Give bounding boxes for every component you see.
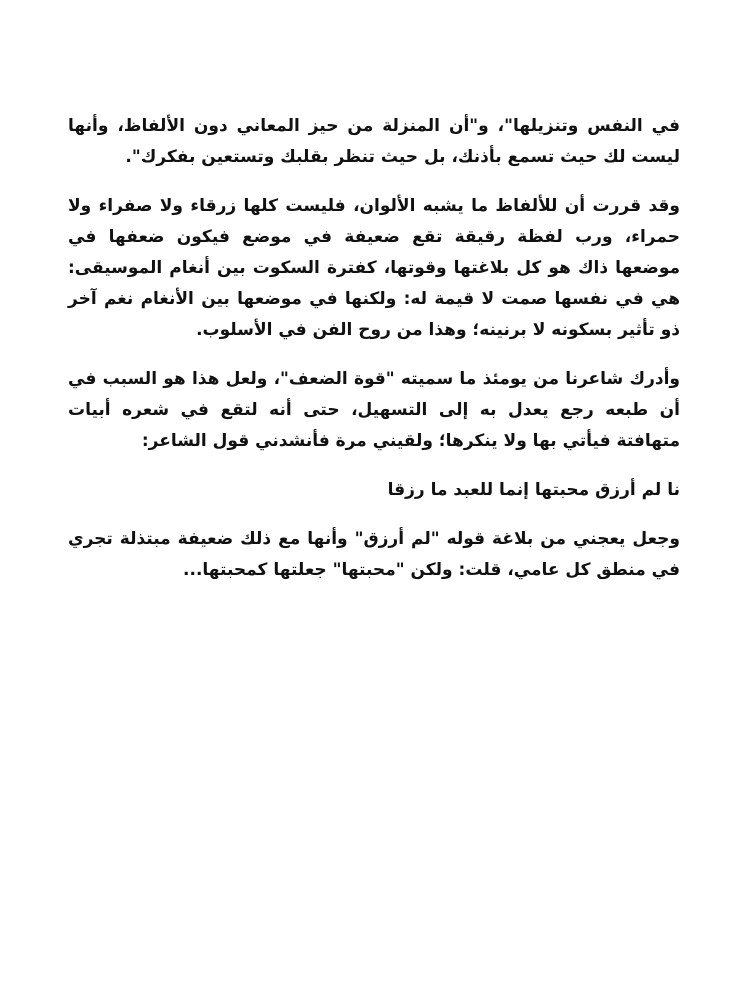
paragraph-1: في النفس وتنزيلها"، و"أن المنزلة من حيز المعاني دون الألفاظ، وأنها ليست لك حيث تسمع بأذنك، بل حيث تنظر بقلبك وتستعين بفكرك".: [68, 116, 680, 167]
paragraph-5: وجعل يعجني من بلاغة قوله "لم أرزق" وأنها مع ذلك ضعيفة مبتذلة تجري في منطق كل عامي، قلت: ولكن "محبتها" جعلتها كمحبتها...: [68, 529, 680, 580]
paragraph-3: وأدرك شاعرنا من يومئذ ما سميته "قوة الضعف"، ولعل هذا هو السبب في أن طبعه رجع يعدل به إلى التسهيل، حتى أنه لتقع في شعره أبيات متهافتة فيأتي بها ولا ينكرها؛ ولقيني مرة فأنشدني قول الشاعر:: [68, 369, 680, 451]
document-page: [68, 111, 680, 604]
verse-line: نا لم أرزق محبتها إنما للعبد ما رزقا: [387, 480, 680, 500]
paragraph-2: وقد قررت أن للألفاظ ما يشبه الألوان، فليست كلها زرقاء ولا صفراء ولا حمراء، ورب لفظة رقيقة تقع ضعيفة في موضع فيكون ضعفها في موضعها ذاك هو كل بلاغتها وقوتها، كفترة السكوت بين أنغام الموسيقى: هي في نفسها صمت لا قيمة له: ولكنها في موضعها بين الأنغام نغم آخر ذو تأثير بسكونه لا برنينه؛ وهذا من روح الفن في الأسلوب.: [68, 196, 680, 340]
